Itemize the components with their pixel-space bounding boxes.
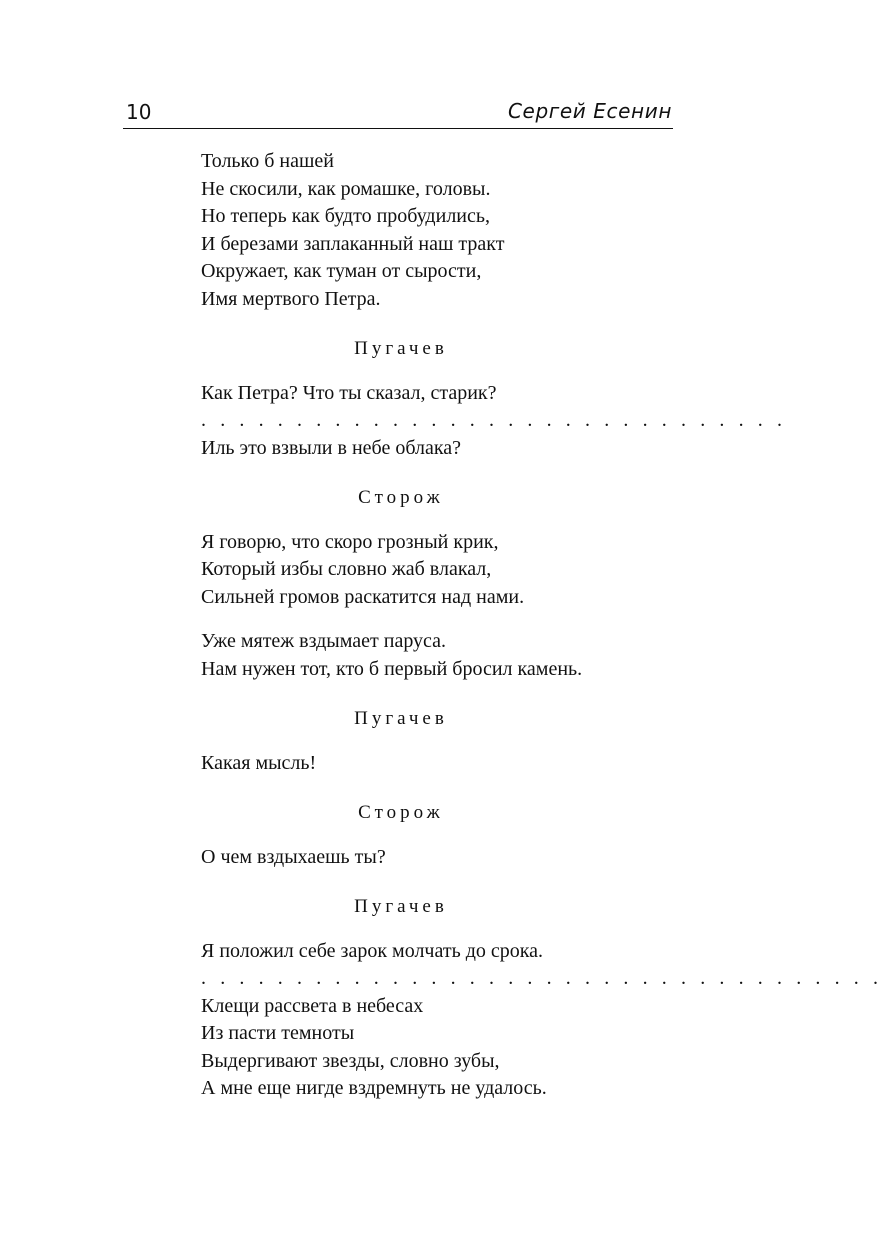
verse-line: О чем вздыхаешь ты? [201, 845, 386, 868]
verse-line: Какая мысль! [201, 751, 317, 774]
page-number: 10 [126, 100, 152, 124]
speaker-name: Пугачев [354, 338, 448, 359]
stanza [201, 380, 787, 463]
ellipsis-line: . . . . . . . . . . . . . . . . . . . . . . . . . . . . . . . [201, 409, 787, 431]
speaker-name: Сторож [358, 487, 444, 508]
speaker-name: Сторож [358, 802, 444, 823]
speaker-name: Пугачев [354, 708, 448, 729]
stanza [201, 844, 721, 872]
author-name: Сергей Есенин [507, 99, 672, 123]
poem-text [201, 148, 883, 1103]
verse-line: Как Петра? Что ты сказал, старик? [201, 381, 497, 404]
verse-line: Я положил себе зарок молчать до срока. [201, 939, 544, 962]
ellipsis-line: . . . . . . . . . . . . . . . . . . . . . . . . . . . . . . . . . . . . [201, 967, 883, 989]
stanza [201, 529, 721, 612]
verse-line: Сильней громов раскатится над нами. [201, 585, 525, 608]
verse-line: Уже мятеж вздымает паруса. [201, 630, 447, 652]
verse-line: Я говорю, что скоро грозный крик, [201, 530, 499, 553]
stanza [201, 148, 721, 313]
verse-line: Только б нашей [201, 150, 334, 172]
verse-line: Не скосили, как ромашке, головы. [201, 177, 491, 200]
verse-line: Нам нужен тот, кто б первый бросил камень. [201, 657, 583, 680]
verse-line: Выдергивают звезды, словно зубы, [201, 1049, 500, 1072]
verse-line: Клещи рассвета в небесах [201, 994, 424, 1017]
verse-line: А мне еще нигде вздремнуть не удалось. [201, 1077, 547, 1099]
running-head [123, 92, 673, 129]
stanza [201, 628, 721, 683]
verse-line: Имя мертвого Петра. [201, 287, 381, 310]
verse-line: Из пасти темноты [201, 1022, 355, 1044]
verse-line: Окружает, как туман от сырости, [201, 260, 482, 282]
verse-line: Иль это взвыли в небе облака? [201, 436, 462, 459]
stanza [201, 750, 721, 778]
speaker-name: Пугачев [354, 896, 448, 917]
verse-line: Но теперь как будто пробудились, [201, 205, 490, 227]
verse-line: И березами заплаканный наш тракт [201, 232, 505, 255]
verse-line: Который избы словно жаб влакал, [201, 558, 492, 580]
stanza [201, 938, 883, 1103]
